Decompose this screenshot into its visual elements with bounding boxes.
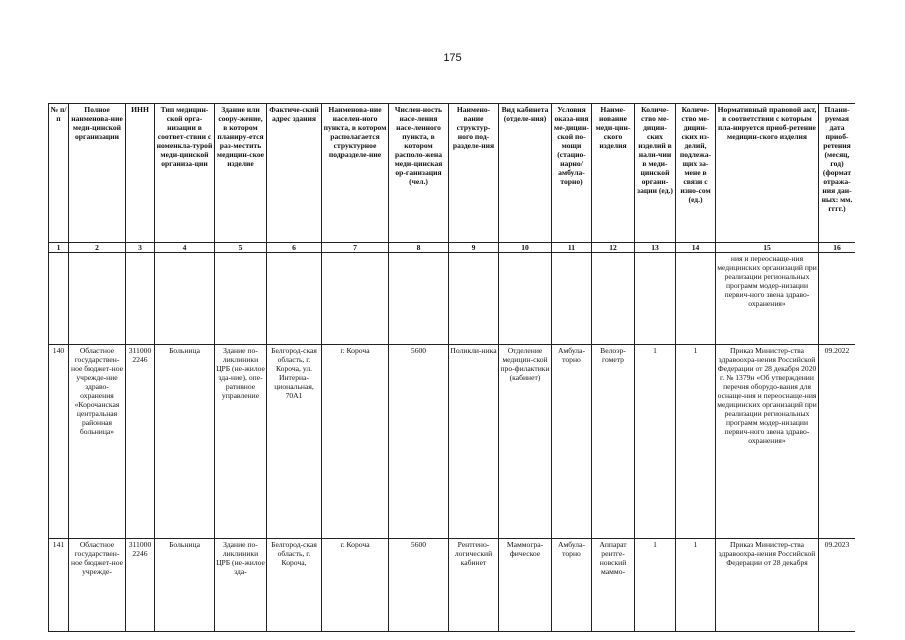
column-number: 10: [499, 243, 552, 253]
header-cell: Наименова-ние населен-ного пункта, в котором располагается структурное подразделе-ние: [322, 104, 389, 243]
header-cell: Фактиче-ский адрес здания: [267, 104, 322, 243]
empty-cell: [126, 253, 155, 345]
organization-type: Больница: [155, 539, 215, 632]
table-row: [49, 345, 856, 539]
empty-cell: [819, 253, 856, 345]
legal-act-cell: ния и переоснаще-ния медицинских организаций при реализации региональных программ модер-низации первич-ного звена здраво-охранения»: [716, 253, 819, 345]
building-cell: Здание по-ликлиники ЦРБ (не-жилое зда-: [215, 539, 267, 632]
locality-cell: г. Короча: [322, 539, 389, 632]
cabinet-cell: Отделение медицин-ской про-филактики (кабинет): [499, 345, 552, 539]
column-number: 13: [635, 243, 676, 253]
legal-act-cell: Приказ Министер-ства здравоохра-нения Российской Федерации от 28 декабря 2020 г. № 1379н «Об утверждении перечня оборудо-вания для оснаще-ния и переоснаще-ния медицинских организаций при реализации региональных программ модер-низации первич-ного звена здраво-охранения»: [716, 345, 819, 539]
locality-cell: г. Короча: [322, 345, 389, 539]
empty-cell: [449, 253, 499, 345]
table-row: [49, 539, 856, 632]
organization-type: Больница: [155, 345, 215, 539]
column-number: 1: [49, 243, 69, 253]
header-cell: Наимено-вание структур-ного под-разделе-ния: [449, 104, 499, 243]
inn-cell: 311000 2246: [126, 539, 155, 632]
column-number-row: [49, 243, 856, 253]
empty-cell: [69, 253, 126, 345]
empty-cell: [676, 253, 716, 345]
device-cell: Велоэр-гометр: [592, 345, 635, 539]
header-cell: Количе-ство ме-дицин-ских из-делий, подлежа-щих за-мене в связи с изно-сом (ед.): [676, 104, 716, 243]
header-cell: Количе-ство ме-дицин-ских изделий в нали-чии в меди-цинской органи-зации (ед.): [635, 104, 676, 243]
organization-name: Областное государствен-ное бюджет-ное учрежде-: [69, 539, 126, 632]
column-number: 12: [592, 243, 635, 253]
row-number: 140: [49, 345, 69, 539]
empty-cell: [215, 253, 267, 345]
inn-cell: 311000 2246: [126, 345, 155, 539]
page-number: 175: [443, 52, 462, 64]
empty-cell: [499, 253, 552, 345]
column-number: 5: [215, 243, 267, 253]
empty-cell: [155, 253, 215, 345]
header-cell: Полное наименова-ние меди-цинской организации: [69, 104, 126, 243]
row-number: 141: [49, 539, 69, 632]
column-number: 2: [69, 243, 126, 253]
address-cell: Белгород-ская область, г. Короча, ул. Интерна-циональная, 70А1: [267, 345, 322, 539]
empty-cell: [49, 253, 69, 345]
legal-act-cell: Приказ Министер-ства здравоохра-нения Российской Федерации от 28 декабря: [716, 539, 819, 632]
header-cell: Нормативный правовой акт, в соответствии с которым пла-нируется приоб-ретение медицин-ского изделия: [716, 104, 819, 243]
organization-name: Областное государствен-ное бюджет-ное учрежде-ние здраво-охранения «Корочанская центральная районная больница»: [69, 345, 126, 539]
empty-cell: [592, 253, 635, 345]
header-cell: Условия оказа-ния ме-дицин-ской по-мощи (стацио-нарно/ амбула-торно): [552, 104, 592, 243]
conditions-cell: Амбула-торно: [552, 539, 592, 632]
header-cell: Наиме-нование меди-цин-ского изделия: [592, 104, 635, 243]
header-cell: Вид кабинета (отделе-ния): [499, 104, 552, 243]
empty-cell: [389, 253, 449, 345]
qty-replace-cell: 1: [676, 539, 716, 632]
header-row: [49, 104, 856, 243]
column-number: 9: [449, 243, 499, 253]
procurement-table-sheet: [48, 103, 855, 640]
column-number: 11: [552, 243, 592, 253]
header-cell: Числен-ность насе-ления насе-ленного пункта, в котором располо-жена меди-цинская ор-ганизация (чел.): [389, 104, 449, 243]
address-cell: Белгород-ская область, г. Короча,: [267, 539, 322, 632]
header-cell: Тип медицин-ской орга-низации в соответ-ствии с номенкла-турой меди-цинской организа-ции: [155, 104, 215, 243]
header-cell: Здание или соору-жение, в котором планиру-ется раз-местить медицин-ское изделие: [215, 104, 267, 243]
empty-cell: [267, 253, 322, 345]
unit-cell: Рентгено-логический кабинет: [449, 539, 499, 632]
population-cell: 5600: [389, 345, 449, 539]
column-number: 6: [267, 243, 322, 253]
empty-cell: [635, 253, 676, 345]
qty-available-cell: 1: [635, 539, 676, 632]
device-cell: Аппарат рентге-новский маммо-: [592, 539, 635, 632]
header-cell: № п/п: [49, 104, 69, 243]
column-number: 8: [389, 243, 449, 253]
continuation-row: [49, 253, 856, 345]
empty-cell: [322, 253, 389, 345]
unit-cell: Поликли-ника: [449, 345, 499, 539]
cabinet-cell: Маммогра-фическое: [499, 539, 552, 632]
column-number: 3: [126, 243, 155, 253]
population-cell: 5600: [389, 539, 449, 632]
date-cell: 09.2022: [819, 345, 856, 539]
column-number: 15: [716, 243, 819, 253]
header-cell: Плани-руемая дата приоб-ретения (месяц, год) (формат отража-ния дан-ных: мм. гггг.): [819, 104, 856, 243]
conditions-cell: Амбула-торно: [552, 345, 592, 539]
column-number: 7: [322, 243, 389, 253]
medical-equipment-table: [48, 103, 855, 632]
qty-replace-cell: 1: [676, 345, 716, 539]
header-cell: ИНН: [126, 104, 155, 243]
column-number: 14: [676, 243, 716, 253]
column-number: 4: [155, 243, 215, 253]
column-number: 16: [819, 243, 856, 253]
qty-available-cell: 1: [635, 345, 676, 539]
building-cell: Здание по-ликлиники ЦРБ (не-жилое зда-ние), опе-ративное управление: [215, 345, 267, 539]
empty-cell: [552, 253, 592, 345]
date-cell: 09.2023: [819, 539, 856, 632]
